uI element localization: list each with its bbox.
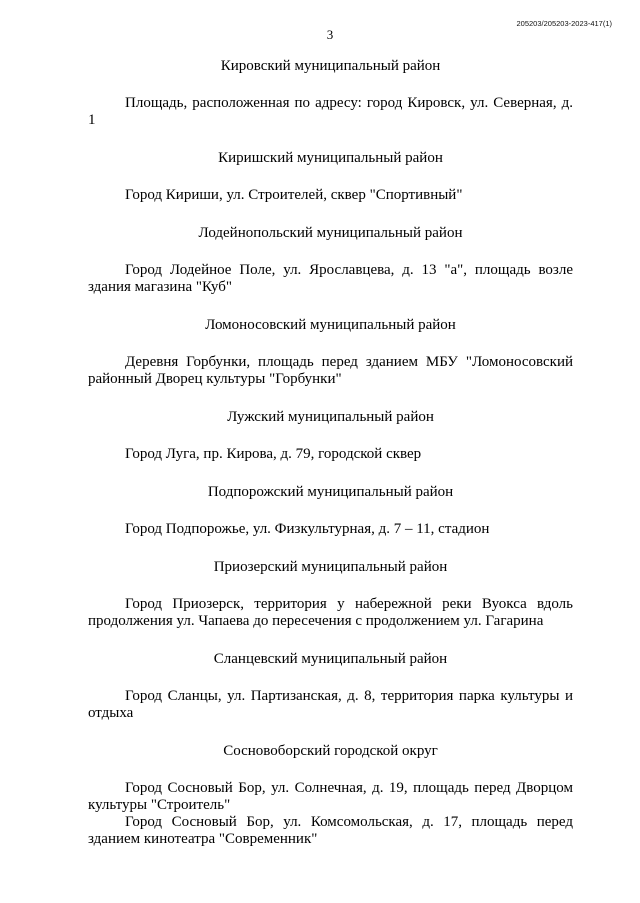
section-paragraph: Город Кириши, ул. Строителей, сквер "Спортивный"	[125, 187, 463, 203]
section-kirishsky	[88, 150, 573, 204]
section-heading: Лужский муниципальный район	[227, 409, 434, 425]
section-paragraph: Город Сосновый Бор, ул. Комсомольская, д. 17, площадь перед зданием кинотеатра "Современник"	[88, 814, 573, 847]
section-heading: Киришский муниципальный район	[218, 150, 443, 166]
section-priozersky	[88, 559, 573, 630]
document-id: 205203/205203-2023-417(1)	[516, 19, 612, 28]
section-slantsevsky	[88, 651, 573, 722]
section-paragraph: Город Приозерск, территория у набережной реки Вуокса вдоль продолжения ул. Чапаева до пересечения с продолжением ул. Гагарина	[88, 596, 573, 629]
section-kirovsky	[88, 58, 573, 129]
section-heading: Сосновоборский городской округ	[223, 743, 438, 759]
section-paragraph: Город Подпорожье, ул. Физкультурная, д. 7 – 11, стадион	[125, 521, 490, 537]
document-body	[88, 58, 573, 848]
section-lomonosovsky	[88, 317, 573, 388]
section-paragraph: Площадь, расположенная по адресу: город Кировск, ул. Северная, д. 1	[88, 95, 573, 128]
section-paragraph: Город Сосновый Бор, ул. Солнечная, д. 19, площадь перед Дворцом культуры "Строитель"	[88, 780, 573, 813]
section-heading: Приозерский муниципальный район	[213, 559, 448, 575]
page-number: 3	[326, 27, 334, 42]
section-luzhsky	[88, 409, 573, 463]
section-paragraph: Деревня Горбунки, площадь перед зданием МБУ "Ломоносовский районный Дворец культуры "Горбунки"	[88, 354, 573, 387]
section-paragraph: Город Лодейное Поле, ул. Ярославцева, д. 13 "а", площадь возле здания магазина "Куб"	[88, 262, 573, 295]
section-lodeynopolsky	[88, 225, 573, 296]
section-heading: Подпорожский муниципальный район	[207, 484, 454, 500]
section-heading: Сланцевский муниципальный район	[213, 651, 448, 667]
section-podporozhsky	[88, 484, 573, 538]
section-heading: Лодейнопольский муниципальный район	[198, 225, 463, 241]
section-paragraph: Город Сланцы, ул. Партизанская, д. 8, территория парка культуры и отдыха	[88, 688, 573, 721]
section-sosnovoborsky	[88, 743, 573, 848]
section-paragraph: Город Луга, пр. Кирова, д. 79, городской сквер	[125, 446, 422, 462]
section-heading: Кировский муниципальный район	[220, 58, 441, 74]
section-heading: Ломоносовский муниципальный район	[205, 317, 456, 333]
